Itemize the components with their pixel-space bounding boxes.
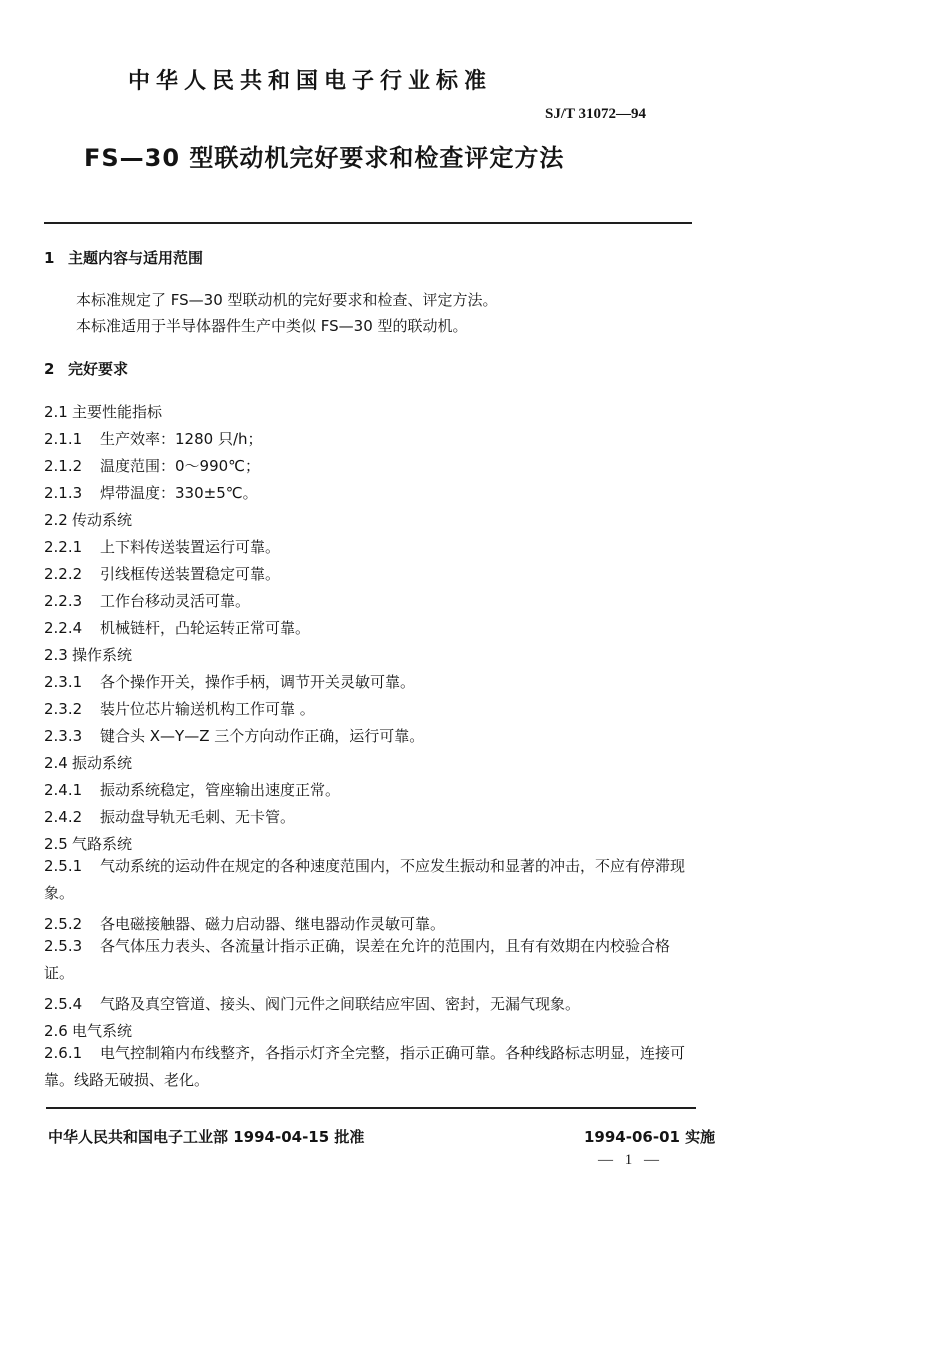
clause bbox=[44, 482, 258, 503]
clause bbox=[44, 671, 415, 692]
page-number: — 1 — bbox=[598, 1152, 663, 1168]
clause-text: 振动盘导轨无毛刺、无卡管。 bbox=[100, 808, 296, 826]
clause-heading bbox=[44, 401, 162, 422]
clause-text: 主要性能指标 bbox=[72, 403, 163, 421]
paragraph-scope: 本标准规定了 FS—30 型联动机的完好要求和检查、评定方法。 bbox=[76, 291, 498, 309]
section-heading-1 bbox=[44, 247, 203, 268]
clause-text: 机械链杆，凸轮运转正常可靠。 bbox=[100, 619, 311, 637]
clause bbox=[44, 590, 250, 611]
clause-number: 2.5.3 bbox=[44, 937, 83, 955]
approval-statement: 中华人民共和国电子工业部 1994-04-15 批准 bbox=[48, 1128, 365, 1146]
section-title: 完好要求 bbox=[68, 360, 129, 378]
clause-heading bbox=[44, 644, 132, 665]
clause bbox=[44, 698, 315, 719]
standard-category-title: 中华人民共和国电子行业标准 bbox=[128, 69, 493, 94]
clause-text: 温度范围：0～990℃； bbox=[100, 457, 261, 475]
paragraph-application: 本标准适用于半导体器件生产中类似 FS—30 型的联动机。 bbox=[76, 317, 468, 335]
clause-heading bbox=[44, 1020, 132, 1041]
clause-text: 焊带温度：330±5℃。 bbox=[100, 484, 258, 502]
footer-divider bbox=[46, 1107, 696, 1109]
clause-heading bbox=[44, 833, 132, 854]
clause bbox=[44, 725, 424, 746]
clause-text: 操作系统 bbox=[72, 646, 133, 664]
clause-text: 各电磁接触器、磁力启动器、继电器动作灵敏可靠。 bbox=[100, 915, 446, 933]
clause bbox=[44, 993, 580, 1014]
clause-number: 2.2 bbox=[44, 511, 68, 529]
clause-number: 2.3.1 bbox=[44, 673, 83, 691]
header-divider bbox=[44, 222, 692, 224]
clause bbox=[44, 779, 340, 800]
clause bbox=[44, 428, 263, 449]
clause-text: 装片位芯片输送机构工作可靠 。 bbox=[100, 700, 315, 718]
clause-text: 振动系统稳定，管座输出速度正常。 bbox=[100, 781, 341, 799]
clause-number: 2.1.2 bbox=[44, 457, 83, 475]
clause-number: 2.1.1 bbox=[44, 430, 83, 448]
clause-number: 2.4 bbox=[44, 754, 68, 772]
section-number: 1 bbox=[44, 249, 55, 267]
clause bbox=[44, 617, 310, 638]
clause-number: 2.5 bbox=[44, 835, 68, 853]
clause bbox=[44, 806, 295, 827]
clause-text: 各个操作开关，操作手柄，调节开关灵敏可靠。 bbox=[100, 673, 416, 691]
clause-number: 2.4.1 bbox=[44, 781, 83, 799]
clause-number: 2.2.4 bbox=[44, 619, 83, 637]
clause-text: 引线框传送装置稳定可靠。 bbox=[100, 565, 281, 583]
document-title: FS—30 型联动机完好要求和检查评定方法 bbox=[84, 144, 565, 172]
clause-number: 2.5.4 bbox=[44, 995, 83, 1013]
standard-code: SJ/T 31072—94 bbox=[545, 106, 646, 122]
section-heading-2 bbox=[44, 358, 128, 379]
clause-text: 上下料传送装置运行可靠。 bbox=[100, 538, 281, 556]
clause bbox=[44, 455, 260, 476]
clause-number: 2.4.2 bbox=[44, 808, 83, 826]
clause-text: 气路系统 bbox=[72, 835, 133, 853]
clause bbox=[44, 563, 280, 584]
clause bbox=[44, 853, 699, 907]
clause-text: 键合头 X—Y—Z 三个方向动作正确，运行可靠。 bbox=[100, 727, 425, 745]
section-number: 2 bbox=[44, 360, 55, 378]
clause-number: 2.3.3 bbox=[44, 727, 83, 745]
clause-number: 2.3.2 bbox=[44, 700, 83, 718]
clause-heading bbox=[44, 752, 132, 773]
clause-text: 气动系统的运动件在规定的各种速度范围内，不应发生振动和显著的冲击，不应有停滞现象。 bbox=[44, 857, 686, 902]
clause bbox=[44, 1040, 699, 1094]
clause-number: 2.3 bbox=[44, 646, 68, 664]
clause-number: 2.6 bbox=[44, 1022, 68, 1040]
clause-text: 传动系统 bbox=[72, 511, 133, 529]
clause-text: 工作台移动灵活可靠。 bbox=[100, 592, 251, 610]
section-title: 主题内容与适用范围 bbox=[68, 249, 204, 267]
clause-number: 2.1.3 bbox=[44, 484, 83, 502]
clause bbox=[44, 536, 280, 557]
clause bbox=[44, 913, 445, 934]
clause-number: 2.5.1 bbox=[44, 857, 83, 875]
clause-number: 2.1 bbox=[44, 403, 68, 421]
clause-text: 生产效率：1280 只/h； bbox=[100, 430, 263, 448]
clause-number: 2.5.2 bbox=[44, 915, 83, 933]
clause-text: 振动系统 bbox=[72, 754, 133, 772]
clause-number: 2.2.3 bbox=[44, 592, 83, 610]
clause-number: 2.2.2 bbox=[44, 565, 83, 583]
clause-heading bbox=[44, 509, 132, 530]
clause-text: 电气控制箱内布线整齐，各指示灯齐全完整，指示正确可靠。各种线路标志明显，连接可靠。线路无破损、老化。 bbox=[44, 1044, 686, 1089]
clause-text: 气路及真空管道、接头、阀门元件之间联结应牢固、密封，无漏气现象。 bbox=[100, 995, 581, 1013]
clause-number: 2.2.1 bbox=[44, 538, 83, 556]
effective-date: 1994-06-01 实施 bbox=[584, 1128, 716, 1146]
clause-number: 2.6.1 bbox=[44, 1044, 83, 1062]
clause bbox=[44, 933, 699, 987]
clause-text: 各气体压力表头、各流量计指示正确，误差在允许的范围内，且有有效期在内校验合格证。 bbox=[44, 937, 671, 982]
clause-text: 电气系统 bbox=[72, 1022, 133, 1040]
